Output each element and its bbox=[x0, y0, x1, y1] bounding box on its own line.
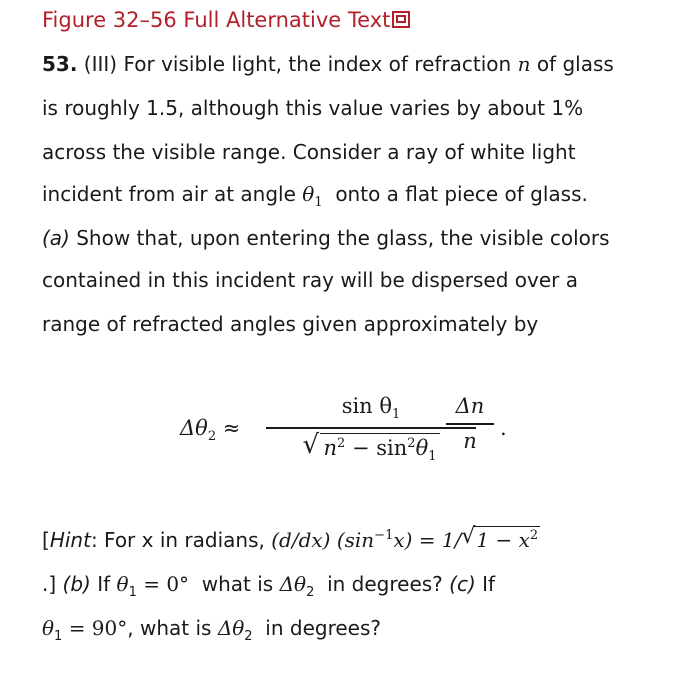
radicand bbox=[320, 433, 439, 464]
expr-mid: x) = 1/ bbox=[393, 528, 462, 552]
expr-lhs: (d/dx) (sin bbox=[271, 528, 375, 552]
superscript: 2 bbox=[337, 435, 346, 451]
external-link-icon[interactable] bbox=[392, 11, 410, 28]
theta-symbol: θ bbox=[415, 435, 429, 460]
radical-sign: √ bbox=[302, 429, 320, 460]
problem-text: incident from air at angle bbox=[42, 182, 296, 206]
delta-theta: Δθ bbox=[217, 616, 245, 640]
problem-number: 53. bbox=[42, 52, 78, 76]
superscript: −1 bbox=[374, 528, 394, 543]
equals-ninety: = 90° bbox=[68, 616, 128, 640]
theta-symbol: θ bbox=[42, 616, 55, 640]
if-word: If bbox=[482, 572, 496, 596]
n-symbol: n bbox=[463, 428, 477, 453]
hint-text: : For x in radians, bbox=[90, 528, 265, 552]
minus-sign: − bbox=[351, 435, 370, 460]
radicand bbox=[474, 526, 540, 552]
hint-label: Hint bbox=[49, 528, 91, 552]
subscript: 1 bbox=[428, 448, 437, 464]
part-c-line bbox=[42, 616, 381, 644]
problem-line-2: is roughly 1.5, although this value varies by about 1% bbox=[42, 96, 584, 120]
part-c-label: (c) bbox=[449, 572, 476, 596]
bracket: [ bbox=[42, 528, 50, 552]
equation-lhs bbox=[180, 416, 240, 444]
problem-level: (III) bbox=[83, 52, 118, 76]
equation-period: . bbox=[500, 416, 507, 440]
fraction-bar bbox=[446, 423, 494, 425]
bracket: .] bbox=[42, 572, 57, 596]
problem-text: of glass bbox=[536, 52, 614, 76]
theta1-symbol: $\theta_1$ bbox=[302, 182, 323, 210]
part-b-line bbox=[42, 572, 495, 600]
index-symbol: n bbox=[517, 52, 531, 76]
problem-text: Show that, upon entering the glass, the visible colors bbox=[76, 226, 610, 250]
problem-line-7: range of refracted angles given approximately by bbox=[42, 312, 539, 336]
sin-theta: sin θ bbox=[341, 394, 393, 418]
square-root bbox=[302, 429, 439, 464]
subscript: 1 bbox=[128, 585, 137, 600]
main-fraction bbox=[266, 394, 476, 464]
figure-link-label[interactable]: Figure 32–56 Full Alternative Text bbox=[42, 8, 391, 32]
second-fraction bbox=[446, 394, 494, 453]
hint-line bbox=[42, 524, 540, 552]
problem-line-5 bbox=[42, 226, 610, 250]
what-is: , what is bbox=[127, 616, 212, 640]
equals-zero: = 0° bbox=[143, 572, 190, 596]
problem-line-4 bbox=[42, 182, 588, 210]
radicand-text: 1 − x bbox=[476, 528, 530, 552]
if-word: If bbox=[97, 572, 111, 596]
fraction-bar bbox=[266, 427, 476, 429]
square-root bbox=[461, 524, 540, 552]
subscript: 1 bbox=[54, 629, 63, 644]
subscript: 2 bbox=[207, 429, 217, 444]
problem-text: For visible light, the index of refraction bbox=[123, 52, 512, 76]
fraction-numerator bbox=[266, 394, 476, 422]
derivative-expression bbox=[271, 524, 540, 552]
in-degrees: in degrees? bbox=[327, 572, 443, 596]
delta-theta: Δθ bbox=[279, 572, 307, 596]
approx-sign: ≈ bbox=[222, 416, 241, 440]
part-a-label: (a) bbox=[42, 226, 70, 250]
subscript: 2 bbox=[306, 585, 315, 600]
delta-n: Δn bbox=[455, 394, 485, 418]
subscript: 2 bbox=[244, 629, 253, 644]
problem-line-1 bbox=[42, 52, 614, 76]
fraction-denominator bbox=[266, 429, 476, 464]
superscript: 2 bbox=[529, 528, 539, 543]
part-b-label: (b) bbox=[62, 572, 91, 596]
problem-text: onto a flat piece of glass. bbox=[335, 182, 588, 206]
problem-line-3: across the visible range. Consider a ray of white light bbox=[42, 140, 576, 164]
sin-fn: sin bbox=[376, 435, 408, 460]
in-degrees: in degrees? bbox=[265, 616, 382, 640]
radical-sign: √ bbox=[461, 524, 476, 549]
delta-theta: Δθ bbox=[180, 416, 208, 440]
problem-line-6: contained in this incident ray will be dispersed over a bbox=[42, 268, 578, 292]
what-is: what is bbox=[201, 572, 274, 596]
subscript: 1 bbox=[392, 407, 401, 422]
figure-alt-text-link[interactable] bbox=[42, 8, 410, 32]
superscript: 2 bbox=[407, 435, 416, 451]
theta-symbol: θ bbox=[116, 572, 129, 596]
n-symbol: n bbox=[323, 435, 337, 460]
